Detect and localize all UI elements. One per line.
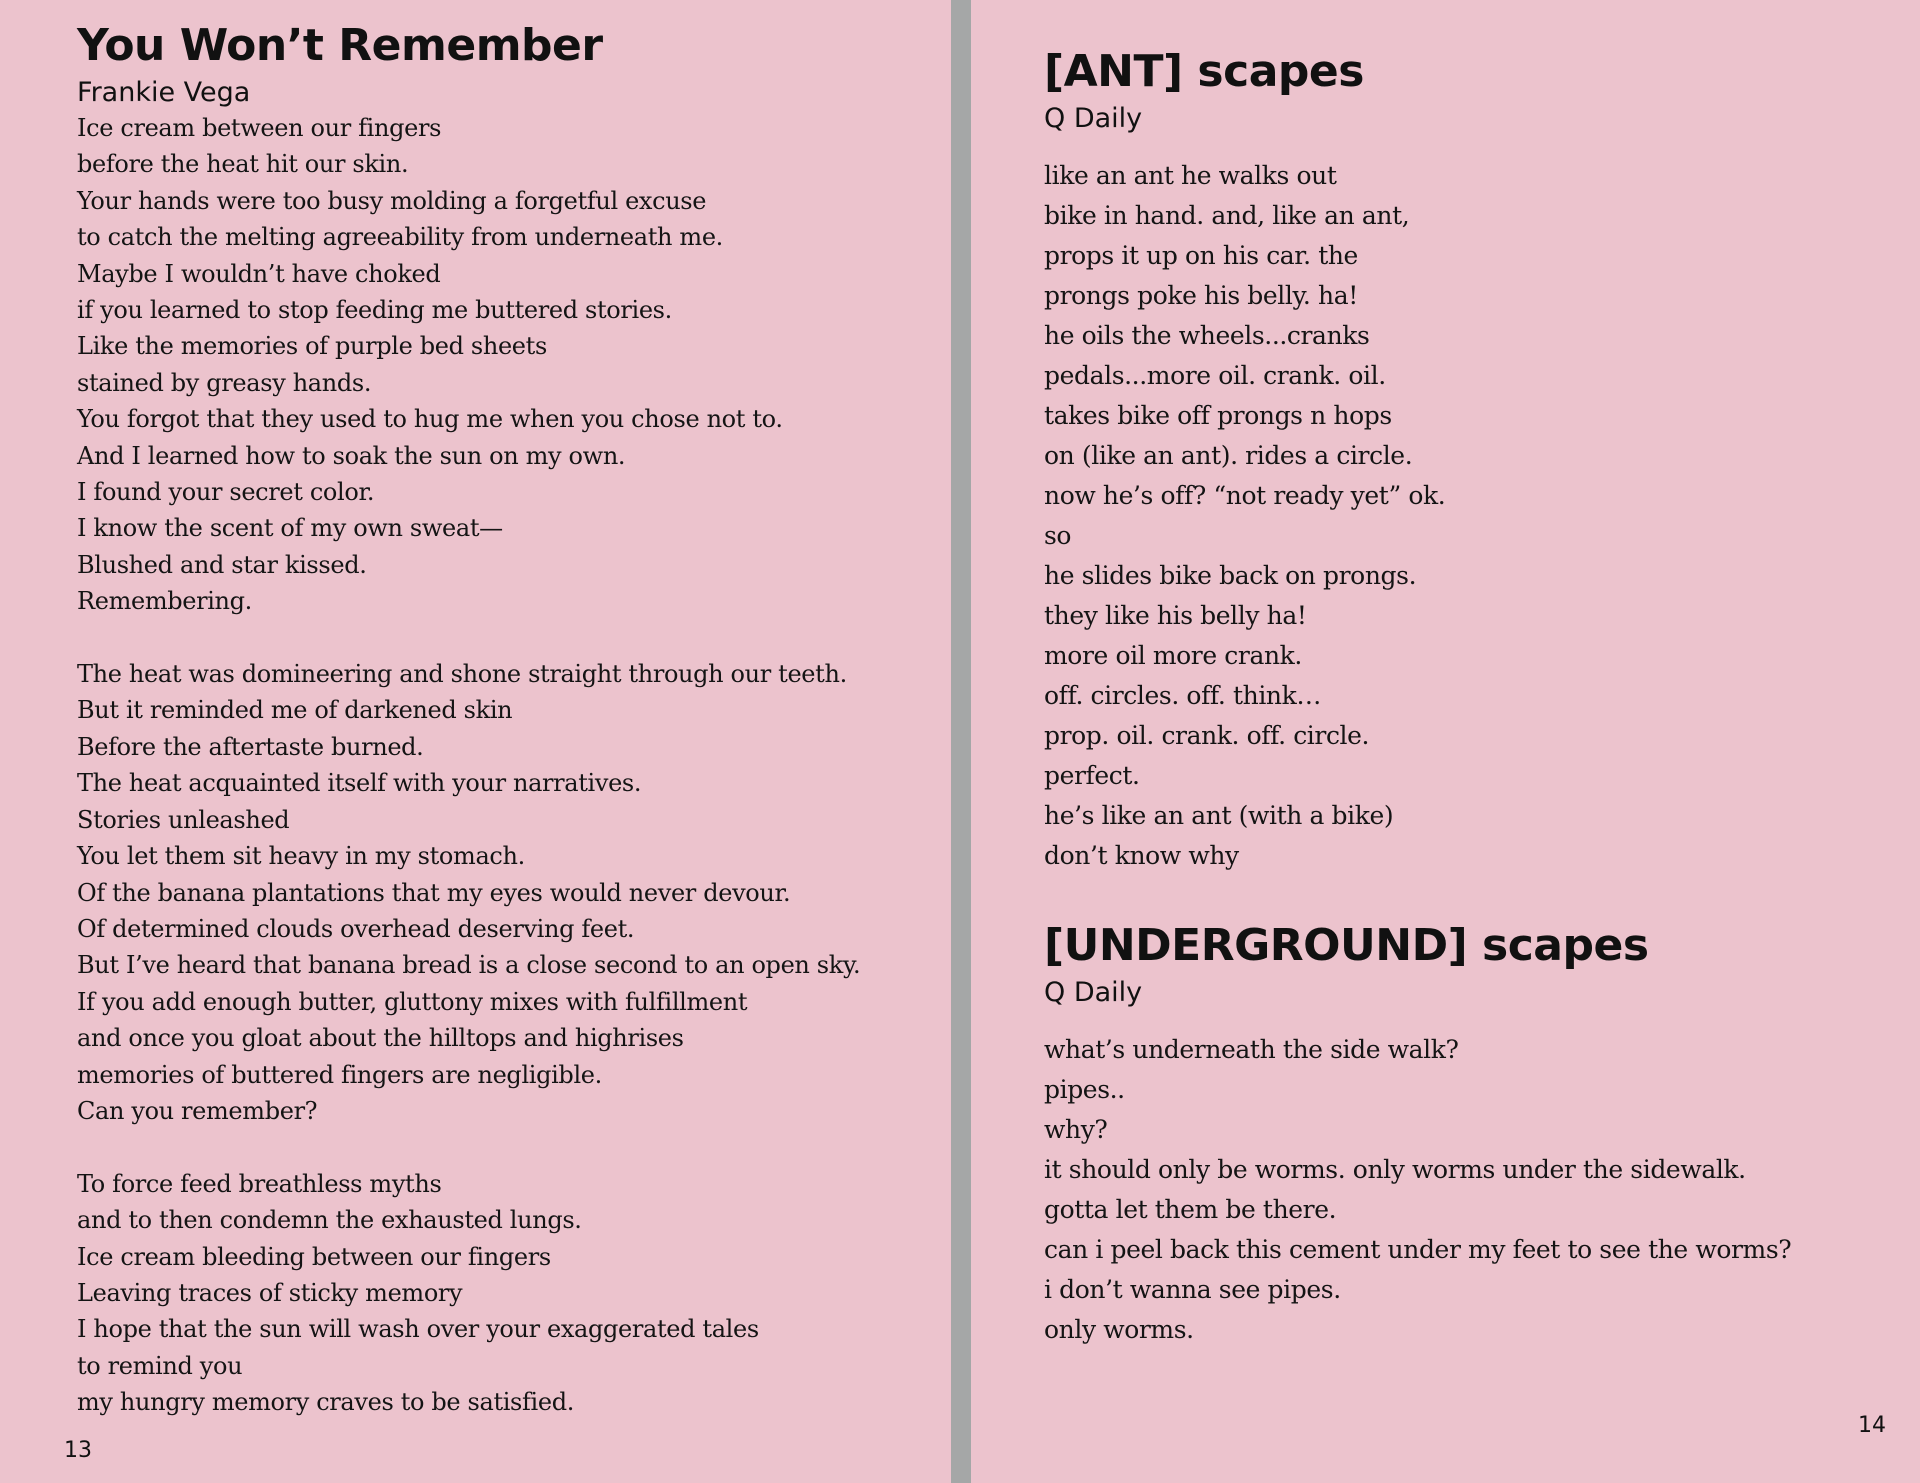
poem-line: he slides bike back on prongs. [1044, 561, 1417, 590]
poem-line: why? [1044, 1115, 1108, 1144]
poem-line: But it reminded me of darkened skin [77, 696, 513, 725]
poem-line: before the heat hit our skin. [77, 150, 409, 179]
poem-line: Of the banana plantations that my eyes would never devour. [77, 878, 791, 907]
poem-line: Before the aftertaste burned. [77, 732, 424, 761]
poem-ant-scapes [1044, 44, 1904, 876]
left-page [0, 0, 951, 1483]
stanza [77, 110, 937, 620]
book-gutter [951, 0, 971, 1483]
poem-line: To force feed breathless myths [77, 1169, 442, 1198]
page-number: 13 [64, 1438, 92, 1463]
poem-line: You let them sit heavy in my stomach. [77, 842, 525, 871]
poem-line: gotta let them be there. [1044, 1195, 1337, 1224]
poem-line: it should only be worms. only worms under the sidewalk. [1044, 1155, 1746, 1184]
poem-line: pedals...more oil. crank. oil. [1044, 361, 1386, 390]
poem-you-wont-remember [77, 18, 937, 1421]
poem-body [1044, 156, 1904, 876]
poem-line: so [1044, 521, 1072, 550]
poem-line: more oil more crank. [1044, 641, 1302, 670]
poem-title: [ANT] scapes [1044, 46, 1364, 97]
poem-line: Of determined clouds overhead deserving feet. [77, 914, 635, 943]
poem-line: Can you remember? [77, 1096, 318, 1125]
right-page-content [1044, 44, 1904, 1350]
poem-line: i don’t wanna see pipes. [1044, 1275, 1341, 1304]
poem-line: off. circles. off. think… [1044, 681, 1321, 710]
poem-line: don’t know why [1044, 841, 1239, 870]
poem-line: Blushed and star kissed. [77, 550, 367, 579]
poem-line: I found your secret color. [77, 478, 375, 507]
poem-line: to catch the melting agreeability from underneath me. [77, 223, 723, 252]
poem-line: Leaving traces of sticky memory [77, 1278, 463, 1307]
poem-underground-scapes [1044, 918, 1904, 1350]
poem-line: If you add enough butter, gluttony mixes with fulfillment [77, 987, 748, 1016]
poem-line: what’s underneath the side walk? [1044, 1035, 1459, 1064]
poem-line: Ice cream between our fingers [77, 114, 442, 142]
poem-line: on (like an ant). rides a circle. [1044, 441, 1413, 470]
poem-author: Q Daily [1044, 977, 1143, 1008]
poem-body [1044, 1030, 1904, 1350]
poem-line: and to then condemn the exhausted lungs. [77, 1206, 582, 1235]
poem-line: now he’s off? “not ready yet” ok. [1044, 481, 1446, 510]
poem-line: pipes.. [1044, 1075, 1125, 1104]
poem-line: props it up on his car. the [1044, 241, 1358, 270]
poem-line: if you learned to stop feeding me buttered stories. [77, 296, 672, 325]
poem-line: Stories unleashed [77, 805, 290, 834]
poem-line: they like his belly ha! [1044, 601, 1307, 630]
poem-line: I know the scent of my own sweat— [77, 514, 503, 543]
poem-line: and once you gloat about the hilltops and highrises [77, 1024, 684, 1053]
poem-line: Maybe I wouldn’t have choked [77, 259, 441, 288]
poem-line: stained by greasy hands. [77, 368, 372, 397]
poem-line: my hungry memory craves to be satisfied. [77, 1388, 575, 1417]
poem-line: The heat acquainted itself with your narratives. [77, 769, 642, 798]
stanza-gap [77, 620, 937, 656]
poem-line: prop. oil. crank. off. circle. [1044, 721, 1370, 750]
poem-line: Your hands were too busy molding a forgetful excuse [77, 186, 707, 215]
poem-line: Like the memories of purple bed sheets [77, 332, 547, 361]
poem-line: Remembering. [77, 587, 252, 616]
poem-author: Q Daily [1044, 103, 1143, 134]
poem-line: can i peel back this cement under my feet to see the worms? [1044, 1235, 1792, 1264]
page-number: 14 [1858, 1413, 1886, 1438]
poem-line: The heat was domineering and shone straight through our teeth. [77, 660, 847, 689]
poem-line: bike in hand. and, like an ant, [1044, 201, 1410, 230]
stanza [77, 1166, 937, 1421]
poem-line: he oils the wheels...cranks [1044, 321, 1370, 350]
poem-line: You forgot that they used to hug me when you chose not to. [77, 405, 783, 434]
poem-title: You Won’t Remember [77, 20, 603, 71]
poem-line: I hope that the sun will wash over your exaggerated tales [77, 1315, 759, 1344]
poem-body [77, 110, 937, 1421]
poem-line: he’s like an ant (with a bike) [1044, 801, 1394, 830]
stanza-gap [77, 1129, 937, 1165]
poem-title: [UNDERGROUND] scapes [1044, 920, 1649, 971]
poem-line: takes bike off prongs n hops [1044, 401, 1392, 430]
poem-line: perfect. [1044, 761, 1140, 790]
poem-line: to remind you [77, 1351, 243, 1380]
poem-author: Frankie Vega [77, 77, 251, 108]
poem-line: And I learned how to soak the sun on my own. [77, 441, 626, 470]
poem-line: only worms. [1044, 1315, 1194, 1344]
poem-line: prongs poke his belly. ha! [1044, 281, 1358, 310]
poem-line: Ice cream bleeding between our fingers [77, 1242, 551, 1271]
stanza [77, 656, 937, 1129]
poem-line: like an ant he walks out [1044, 161, 1337, 190]
poem-line: memories of buttered fingers are negligible. [77, 1060, 602, 1089]
poem-line: But I’ve heard that banana bread is a close second to an open sky. [77, 951, 861, 980]
